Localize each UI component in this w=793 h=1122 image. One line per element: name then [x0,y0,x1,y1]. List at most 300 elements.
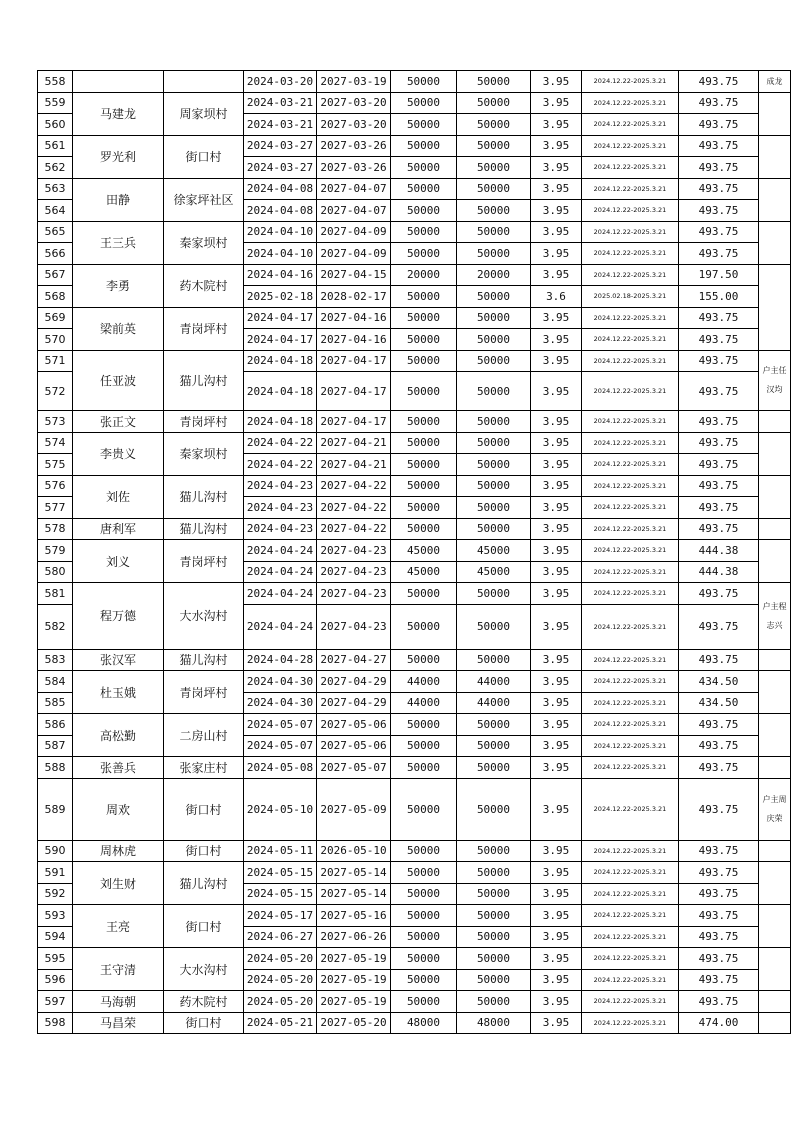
interest-amount-cell: 474.00 [679,1012,759,1034]
start-date-cell: 2024-04-08 [244,200,317,222]
loan-amount-cell: 50000 [391,329,457,351]
borrower-name-cell: 刘义 [73,540,164,583]
note-cell [759,840,791,862]
interest-period-cell: 2024.12.22-2025.3.21 [582,561,679,583]
end-date-cell: 2027-05-14 [317,883,391,905]
note-cell: 户主程志兴 [759,583,791,650]
row-number-cell: 588 [38,757,73,779]
start-date-cell: 2024-04-22 [244,454,317,476]
balance-cell: 50000 [457,905,531,927]
rate-cell: 3.95 [531,948,582,970]
table-row [38,92,791,114]
village-cell: 猫儿沟村 [164,649,244,671]
interest-amount-cell: 493.75 [679,926,759,948]
rate-cell: 3.95 [531,264,582,286]
loan-amount-cell: 50000 [391,411,457,433]
start-date-cell: 2024-04-16 [244,264,317,286]
loan-amount-cell: 50000 [391,905,457,927]
balance-cell: 50000 [457,92,531,114]
interest-amount-cell: 493.75 [679,604,759,649]
interest-amount-cell: 493.75 [679,735,759,757]
loan-interest-table [37,70,791,1034]
end-date-cell: 2027-04-23 [317,604,391,649]
interest-amount-cell: 444.38 [679,561,759,583]
interest-period-cell: 2024.12.22-2025.3.21 [582,264,679,286]
loan-table-page [37,70,791,1034]
table-row [38,649,791,671]
borrower-name-cell: 程万德 [73,583,164,650]
interest-amount-cell: 493.75 [679,92,759,114]
interest-period-cell: 2024.12.22-2025.3.21 [582,991,679,1013]
end-date-cell: 2027-04-07 [317,200,391,222]
loan-amount-cell: 50000 [391,372,457,411]
village-cell: 周家坝村 [164,92,244,135]
row-number-cell: 569 [38,307,73,329]
balance-cell: 50000 [457,991,531,1013]
start-date-cell: 2024-03-21 [244,92,317,114]
table-row [38,350,791,372]
start-date-cell: 2024-05-11 [244,840,317,862]
row-number-cell: 580 [38,561,73,583]
rate-cell: 3.95 [531,1012,582,1034]
borrower-name-cell: 马建龙 [73,92,164,135]
balance-cell: 50000 [457,735,531,757]
row-number-cell: 582 [38,604,73,649]
row-number-cell: 583 [38,649,73,671]
interest-period-cell: 2024.12.22-2025.3.21 [582,200,679,222]
end-date-cell: 2027-04-21 [317,432,391,454]
balance-cell: 20000 [457,264,531,286]
start-date-cell: 2024-04-23 [244,475,317,497]
village-cell: 张家庄村 [164,757,244,779]
interest-amount-cell: 493.75 [679,518,759,540]
interest-period-cell: 2024.12.22-2025.3.21 [582,840,679,862]
interest-amount-cell: 493.75 [679,862,759,884]
interest-period-cell: 2024.12.22-2025.3.21 [582,307,679,329]
start-date-cell: 2024-04-30 [244,671,317,693]
start-date-cell: 2024-04-18 [244,372,317,411]
start-date-cell: 2024-04-10 [244,243,317,265]
village-cell: 青岗坪村 [164,671,244,714]
village-cell: 二房山村 [164,714,244,757]
interest-amount-cell: 493.75 [679,649,759,671]
interest-amount-cell: 493.75 [679,178,759,200]
rate-cell: 3.95 [531,221,582,243]
village-cell: 青岗坪村 [164,540,244,583]
interest-amount-cell: 493.75 [679,329,759,351]
interest-period-cell: 2024.12.22-2025.3.21 [582,92,679,114]
village-cell: 大水沟村 [164,583,244,650]
interest-period-cell: 2024.12.22-2025.3.21 [582,905,679,927]
interest-amount-cell: 493.75 [679,497,759,519]
balance-cell: 50000 [457,372,531,411]
borrower-name-cell: 杜玉娥 [73,671,164,714]
row-number-cell: 560 [38,114,73,136]
start-date-cell: 2024-04-18 [244,411,317,433]
table-row [38,840,791,862]
balance-cell: 50000 [457,71,531,93]
row-number-cell: 574 [38,432,73,454]
loan-amount-cell: 44000 [391,671,457,693]
table-row [38,778,791,840]
interest-period-cell: 2024.12.22-2025.3.21 [582,926,679,948]
interest-amount-cell: 493.75 [679,432,759,454]
loan-amount-cell: 50000 [391,778,457,840]
row-number-cell: 597 [38,991,73,1013]
rate-cell: 3.95 [531,583,582,605]
end-date-cell: 2027-04-23 [317,561,391,583]
row-number-cell: 559 [38,92,73,114]
interest-period-cell: 2024.12.22-2025.3.21 [582,714,679,736]
note-cell [759,948,791,991]
loan-amount-cell: 50000 [391,135,457,157]
balance-cell: 50000 [457,135,531,157]
interest-period-cell: 2024.12.22-2025.3.21 [582,411,679,433]
interest-amount-cell: 155.00 [679,286,759,308]
interest-amount-cell: 493.75 [679,905,759,927]
end-date-cell: 2027-04-16 [317,329,391,351]
start-date-cell: 2024-03-21 [244,114,317,136]
borrower-name-cell: 周林虎 [73,840,164,862]
start-date-cell: 2024-05-15 [244,883,317,905]
village-cell [164,71,244,93]
borrower-name-cell: 田静 [73,178,164,221]
loan-amount-cell: 50000 [391,991,457,1013]
start-date-cell: 2024-04-08 [244,178,317,200]
loan-amount-cell: 50000 [391,518,457,540]
start-date-cell: 2025-02-18 [244,286,317,308]
borrower-name-cell: 李勇 [73,264,164,307]
interest-amount-cell: 493.75 [679,114,759,136]
start-date-cell: 2024-05-20 [244,948,317,970]
table-row [38,862,791,884]
end-date-cell: 2027-04-22 [317,475,391,497]
end-date-cell: 2027-04-09 [317,243,391,265]
interest-period-cell: 2024.12.22-2025.3.21 [582,604,679,649]
interest-period-cell: 2024.12.22-2025.3.21 [582,948,679,970]
balance-cell: 50000 [457,926,531,948]
loan-amount-cell: 50000 [391,454,457,476]
row-number-cell: 586 [38,714,73,736]
interest-period-cell: 2024.12.22-2025.3.21 [582,350,679,372]
row-number-cell: 593 [38,905,73,927]
loan-amount-cell: 50000 [391,157,457,179]
loan-amount-cell: 50000 [391,649,457,671]
rate-cell: 3.95 [531,778,582,840]
loan-amount-cell: 50000 [391,221,457,243]
loan-amount-cell: 50000 [391,583,457,605]
loan-amount-cell: 50000 [391,178,457,200]
row-number-cell: 576 [38,475,73,497]
end-date-cell: 2027-04-23 [317,540,391,562]
note-cell [759,757,791,779]
interest-amount-cell: 493.75 [679,969,759,991]
borrower-name-cell: 李贵义 [73,432,164,475]
loan-amount-cell: 50000 [391,475,457,497]
table-row [38,411,791,433]
rate-cell: 3.95 [531,475,582,497]
row-number-cell: 568 [38,286,73,308]
row-number-cell: 571 [38,350,73,372]
end-date-cell: 2027-05-19 [317,991,391,1013]
end-date-cell: 2027-04-15 [317,264,391,286]
balance-cell: 50000 [457,840,531,862]
note-cell: 成龙 [759,71,791,93]
interest-period-cell: 2024.12.22-2025.3.21 [582,221,679,243]
row-number-cell: 595 [38,948,73,970]
end-date-cell: 2027-06-26 [317,926,391,948]
balance-cell: 50000 [457,114,531,136]
loan-amount-cell: 50000 [391,114,457,136]
row-number-cell: 592 [38,883,73,905]
balance-cell: 50000 [457,200,531,222]
loan-amount-cell: 50000 [391,71,457,93]
table-row [38,221,791,243]
start-date-cell: 2024-05-07 [244,735,317,757]
rate-cell: 3.95 [531,561,582,583]
loan-amount-cell: 50000 [391,432,457,454]
row-number-cell: 577 [38,497,73,519]
rate-cell: 3.95 [531,604,582,649]
interest-period-cell: 2024.12.22-2025.3.21 [582,671,679,693]
loan-amount-cell: 50000 [391,757,457,779]
end-date-cell: 2027-05-09 [317,778,391,840]
rate-cell: 3.95 [531,157,582,179]
interest-amount-cell: 493.75 [679,243,759,265]
rate-cell: 3.95 [531,497,582,519]
rate-cell: 3.95 [531,991,582,1013]
note-cell [759,518,791,540]
borrower-name-cell: 马海朝 [73,991,164,1013]
rate-cell: 3.6 [531,286,582,308]
start-date-cell: 2024-04-23 [244,518,317,540]
end-date-cell: 2027-04-22 [317,518,391,540]
start-date-cell: 2024-04-24 [244,583,317,605]
loan-amount-cell: 50000 [391,862,457,884]
rate-cell: 3.95 [531,114,582,136]
start-date-cell: 2024-05-17 [244,905,317,927]
rate-cell: 3.95 [531,71,582,93]
balance-cell: 44000 [457,692,531,714]
interest-period-cell: 2024.12.22-2025.3.21 [582,454,679,476]
borrower-name-cell: 马昌荣 [73,1012,164,1034]
interest-period-cell: 2024.12.22-2025.3.21 [582,735,679,757]
interest-amount-cell: 493.75 [679,583,759,605]
table-row [38,432,791,454]
start-date-cell: 2024-04-18 [244,350,317,372]
interest-period-cell: 2024.12.22-2025.3.21 [582,178,679,200]
rate-cell: 3.95 [531,905,582,927]
balance-cell: 50000 [457,497,531,519]
row-number-cell: 594 [38,926,73,948]
borrower-name-cell: 刘佐 [73,475,164,518]
interest-amount-cell: 493.75 [679,454,759,476]
balance-cell: 50000 [457,883,531,905]
rate-cell: 3.95 [531,540,582,562]
note-cell [759,540,791,583]
village-cell: 猫儿沟村 [164,862,244,905]
rate-cell: 3.95 [531,432,582,454]
end-date-cell: 2027-05-19 [317,948,391,970]
note-cell [759,671,791,714]
end-date-cell: 2027-03-26 [317,157,391,179]
start-date-cell: 2024-06-27 [244,926,317,948]
rate-cell: 3.95 [531,243,582,265]
table-row [38,583,791,605]
village-cell: 大水沟村 [164,948,244,991]
end-date-cell: 2027-03-20 [317,114,391,136]
rate-cell: 3.95 [531,649,582,671]
interest-amount-cell: 493.75 [679,372,759,411]
loan-amount-cell: 20000 [391,264,457,286]
row-number-cell: 575 [38,454,73,476]
balance-cell: 50000 [457,307,531,329]
end-date-cell: 2027-04-29 [317,692,391,714]
balance-cell: 50000 [457,411,531,433]
note-cell [759,264,791,350]
row-number-cell: 579 [38,540,73,562]
rate-cell: 3.95 [531,454,582,476]
interest-amount-cell: 493.75 [679,71,759,93]
start-date-cell: 2024-04-17 [244,329,317,351]
row-number-cell: 562 [38,157,73,179]
note-cell [759,135,791,178]
balance-cell: 50000 [457,475,531,497]
end-date-cell: 2027-04-09 [317,221,391,243]
row-number-cell: 563 [38,178,73,200]
row-number-cell: 578 [38,518,73,540]
end-date-cell: 2027-03-20 [317,92,391,114]
rate-cell: 3.95 [531,411,582,433]
row-number-cell: 570 [38,329,73,351]
note-cell: 户主任汉均 [759,350,791,411]
village-cell: 青岗坪村 [164,307,244,350]
end-date-cell: 2028-02-17 [317,286,391,308]
interest-period-cell: 2024.12.22-2025.3.21 [582,243,679,265]
balance-cell: 50000 [457,583,531,605]
village-cell: 街口村 [164,135,244,178]
balance-cell: 50000 [457,948,531,970]
end-date-cell: 2027-05-16 [317,905,391,927]
row-number-cell: 598 [38,1012,73,1034]
note-cell [759,432,791,475]
end-date-cell: 2027-04-17 [317,411,391,433]
interest-period-cell: 2024.12.22-2025.3.21 [582,157,679,179]
balance-cell: 50000 [457,778,531,840]
borrower-name-cell: 周欢 [73,778,164,840]
balance-cell: 50000 [457,286,531,308]
start-date-cell: 2024-05-20 [244,991,317,1013]
loan-amount-cell: 50000 [391,604,457,649]
borrower-name-cell: 刘生财 [73,862,164,905]
rate-cell: 3.95 [531,969,582,991]
interest-amount-cell: 493.75 [679,883,759,905]
balance-cell: 50000 [457,350,531,372]
start-date-cell: 2024-05-15 [244,862,317,884]
rate-cell: 3.95 [531,92,582,114]
end-date-cell: 2027-04-07 [317,178,391,200]
row-number-cell: 565 [38,221,73,243]
village-cell: 药木院村 [164,264,244,307]
table-row [38,714,791,736]
table-row [38,757,791,779]
interest-amount-cell: 493.75 [679,157,759,179]
loan-amount-cell: 50000 [391,243,457,265]
borrower-name-cell: 王守清 [73,948,164,991]
village-cell: 街口村 [164,905,244,948]
end-date-cell: 2027-04-16 [317,307,391,329]
loan-amount-cell: 50000 [391,714,457,736]
balance-cell: 50000 [457,757,531,779]
table-row [38,948,791,970]
end-date-cell: 2027-04-21 [317,454,391,476]
row-number-cell: 589 [38,778,73,840]
interest-period-cell: 2024.12.22-2025.3.21 [582,969,679,991]
balance-cell: 50000 [457,432,531,454]
interest-period-cell: 2024.12.22-2025.3.21 [582,1012,679,1034]
borrower-name-cell: 罗光利 [73,135,164,178]
borrower-name-cell: 张汉军 [73,649,164,671]
loan-amount-cell: 50000 [391,350,457,372]
interest-period-cell: 2024.12.22-2025.3.21 [582,649,679,671]
balance-cell: 50000 [457,649,531,671]
start-date-cell: 2024-04-10 [244,221,317,243]
rate-cell: 3.95 [531,692,582,714]
rate-cell: 3.95 [531,200,582,222]
loan-amount-cell: 45000 [391,561,457,583]
borrower-name-cell: 任亚波 [73,350,164,411]
end-date-cell: 2027-04-27 [317,649,391,671]
village-cell: 猫儿沟村 [164,475,244,518]
balance-cell: 44000 [457,671,531,693]
interest-period-cell: 2024.12.22-2025.3.21 [582,583,679,605]
row-number-cell: 590 [38,840,73,862]
borrower-name-cell: 唐利军 [73,518,164,540]
end-date-cell: 2027-05-20 [317,1012,391,1034]
table-row [38,264,791,286]
end-date-cell: 2027-03-19 [317,71,391,93]
rate-cell: 3.95 [531,135,582,157]
interest-amount-cell: 197.50 [679,264,759,286]
start-date-cell: 2024-04-24 [244,604,317,649]
interest-period-cell: 2024.12.22-2025.3.21 [582,329,679,351]
interest-amount-cell: 493.75 [679,714,759,736]
interest-amount-cell: 493.75 [679,475,759,497]
interest-period-cell: 2025.02.18-2025.3.21 [582,286,679,308]
interest-period-cell: 2024.12.22-2025.3.21 [582,540,679,562]
end-date-cell: 2027-05-06 [317,714,391,736]
interest-amount-cell: 434.50 [679,671,759,693]
loan-amount-cell: 50000 [391,969,457,991]
rate-cell: 3.95 [531,926,582,948]
note-cell [759,1012,791,1034]
balance-cell: 50000 [457,178,531,200]
row-number-cell: 573 [38,411,73,433]
rate-cell: 3.95 [531,671,582,693]
end-date-cell: 2027-05-06 [317,735,391,757]
start-date-cell: 2024-04-17 [244,307,317,329]
interest-period-cell: 2024.12.22-2025.3.21 [582,778,679,840]
table-row [38,475,791,497]
start-date-cell: 2024-04-28 [244,649,317,671]
start-date-cell: 2024-05-08 [244,757,317,779]
start-date-cell: 2024-05-21 [244,1012,317,1034]
row-number-cell: 564 [38,200,73,222]
rate-cell: 3.95 [531,862,582,884]
interest-period-cell: 2024.12.22-2025.3.21 [582,862,679,884]
balance-cell: 50000 [457,969,531,991]
start-date-cell: 2024-03-20 [244,71,317,93]
